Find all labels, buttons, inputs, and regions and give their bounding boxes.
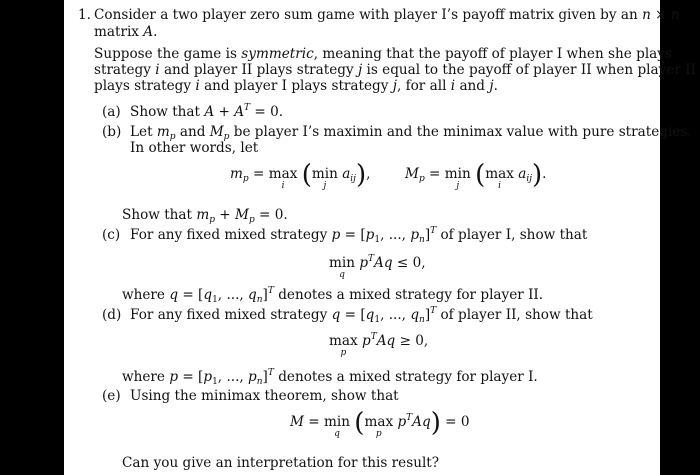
symmetric-line2: strategy i and player II plays strategy j is equal to the payoff of player II when player II (94, 62, 696, 78)
part-d-where: where $p = [p_1$, ..., $p_n]^T$ denotes a mixed strategy for player I. (122, 368, 538, 387)
problem-intro-text: Consider a two player zero sum game with player I’s payoff matrix given by an n × n (94, 7, 680, 23)
part-d-label: (d) (102, 307, 122, 323)
part-b-formula: $m_p = \max$ i (min j $a_{ij}$), $M_p = \min$ j (max i $a_{ij}$). (230, 160, 547, 191)
part-b-label: (b) (102, 124, 122, 140)
symmetric-line1: Suppose the game is symmetric, meaning that the payoff of player I when she plays (94, 46, 672, 62)
part-a-label: (a) (102, 104, 121, 120)
part-d-line1: For any fixed mixed strategy $q = [q_1$, ..., $q_n]^T$ of player II, show that (130, 306, 593, 325)
part-c-label: (c) (102, 227, 121, 243)
part-c-where: where $q = [q_1$, ..., $q_n]^T$ denotes a mixed strategy for player II. (122, 286, 544, 305)
part-b-show: Show that $m_p + M_p = 0$. (122, 207, 288, 225)
part-e-formula: M = min q (max p $p^TAq) = 0$ (290, 408, 470, 439)
part-e-line1: Using the minimax theorem, show that (130, 388, 399, 404)
part-e-label: (e) (102, 388, 121, 404)
document-page (64, 0, 696, 475)
symmetric-line3: plays strategy i and player I plays strategy j, for all i and j. (94, 78, 498, 94)
part-b-line2: In other words, let (130, 140, 259, 156)
part-e-question: Can you give an interpretation for this result? (122, 455, 440, 471)
part-c-line1: For any fixed mixed strategy $p = [p_1$, ..., $p_n]^T$ of player I, show that (130, 226, 588, 245)
part-d-formula: max p $p^TAq \ge 0$, (329, 332, 429, 358)
part-b-line1: Let $m_p$ and $M_p$ be player I’s maximin and the minimax value with pure strategies. (130, 124, 692, 142)
problem-intro-line1 (94, 7, 680, 23)
problem-intro-line2: matrix A. (94, 24, 158, 40)
part-a-text: Show that $A + A^T = 0$. (130, 103, 284, 120)
part-c-formula: min q $p^TAq \le 0$, (329, 254, 426, 280)
problem-number: 1. (78, 7, 91, 23)
